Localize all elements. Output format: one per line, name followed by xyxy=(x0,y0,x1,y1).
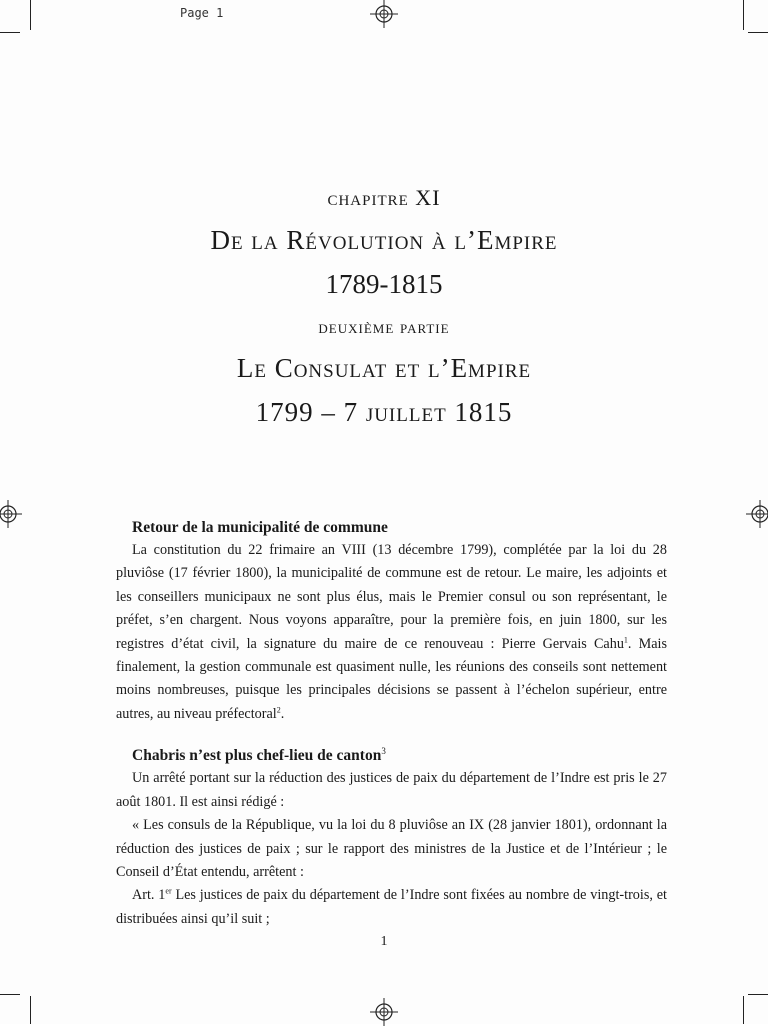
paragraph-text: Art. 1 xyxy=(132,887,166,904)
paragraph-text: Les justices de paix du département de l’Indre sont fixées au nombre de vingt-trois, et distribuées ainsi qu’il suit ; xyxy=(116,887,667,927)
paragraph xyxy=(116,814,667,884)
paragraph-text: « Les consuls de la République, vu la loi du 8 pluviôse an IX (28 janvier 1801), ordonnant la réduction des justices de paix ; sur le rapport des ministres de la Justice et de l’Intérieur ; le Conseil d’État entendu, arrêtent : xyxy=(116,817,667,881)
paragraph-text: . Mais finalement, la gestion communale est quasiment nulle, les réunions des conseils sont nettement moins nombreuses, puisque les principales décisions se passent à l’échelon supérieur, entre autres, au niveau préfectoral xyxy=(116,635,668,722)
footnote-marker: 3 xyxy=(381,746,386,757)
registration-mark-icon xyxy=(370,0,398,28)
section-heading-text: Retour de la municipalité de commune xyxy=(132,519,388,536)
paragraph xyxy=(116,539,667,726)
page-label: Page 1 xyxy=(180,6,224,20)
footnote-marker: er xyxy=(165,886,172,896)
paragraph xyxy=(116,884,667,931)
chapter-label: chapitre XI xyxy=(327,185,441,210)
crop-mark-top-right-h xyxy=(748,32,768,33)
chapter-title: De la Révolution à l’Empire xyxy=(210,225,558,255)
crop-mark-top-left-h xyxy=(0,32,20,33)
crop-mark-bottom-left-h xyxy=(0,994,20,995)
section-heading-text: Chabris n’est plus chef-lieu de canton xyxy=(132,747,382,765)
paragraph-text: . xyxy=(280,705,285,722)
crop-mark-top-left xyxy=(30,0,31,30)
crop-mark-bottom-left xyxy=(30,996,31,1024)
paragraph-text: La constitution du 22 frimaire an VIII (13 décembre 1799), complétée par la loi du 28 pluviôse (17 février 1800), la municipalité de commune est de retour. Le maire, les adjoints et les conseillers municipaux ne sont plus élus, mais le Premier consul ou son représentant, le préfet, s’en chargent. Nous voyons apparaître, pour la première fois, en juin 1800, sur les registres d’état civil, la signature du maire de ce renouveau : Pierre Gervais Cahu xyxy=(116,542,667,652)
paragraph-text: Un arrêté portant sur la réduction des justices de paix du département de l’Indre est pris le 27 août 1801. Il est ainsi rédigé : xyxy=(116,770,667,810)
part-title: Le Consulat et l’Empire xyxy=(236,353,532,383)
registration-mark-icon xyxy=(370,998,398,1026)
crop-mark-bottom-right xyxy=(743,996,744,1024)
section-heading xyxy=(132,740,667,767)
crop-mark-bottom-right-h xyxy=(748,994,768,995)
chapter-dates: 1789-1815 xyxy=(325,269,443,299)
body-text xyxy=(116,516,667,931)
section-gap xyxy=(116,726,667,740)
registration-mark-icon xyxy=(0,500,22,528)
paragraph xyxy=(116,767,667,814)
crop-mark-top-right xyxy=(743,0,744,30)
footnote-marker: 2 xyxy=(276,705,281,715)
footnote-marker: 1 xyxy=(623,634,628,644)
chapter-heading xyxy=(0,183,768,429)
page-number: 1 xyxy=(380,934,388,949)
part-label: deuxième partie xyxy=(318,317,450,338)
registration-mark-icon xyxy=(746,500,768,528)
section-heading xyxy=(132,516,667,539)
part-dates: 1799 – 7 juillet 1815 xyxy=(255,397,513,427)
